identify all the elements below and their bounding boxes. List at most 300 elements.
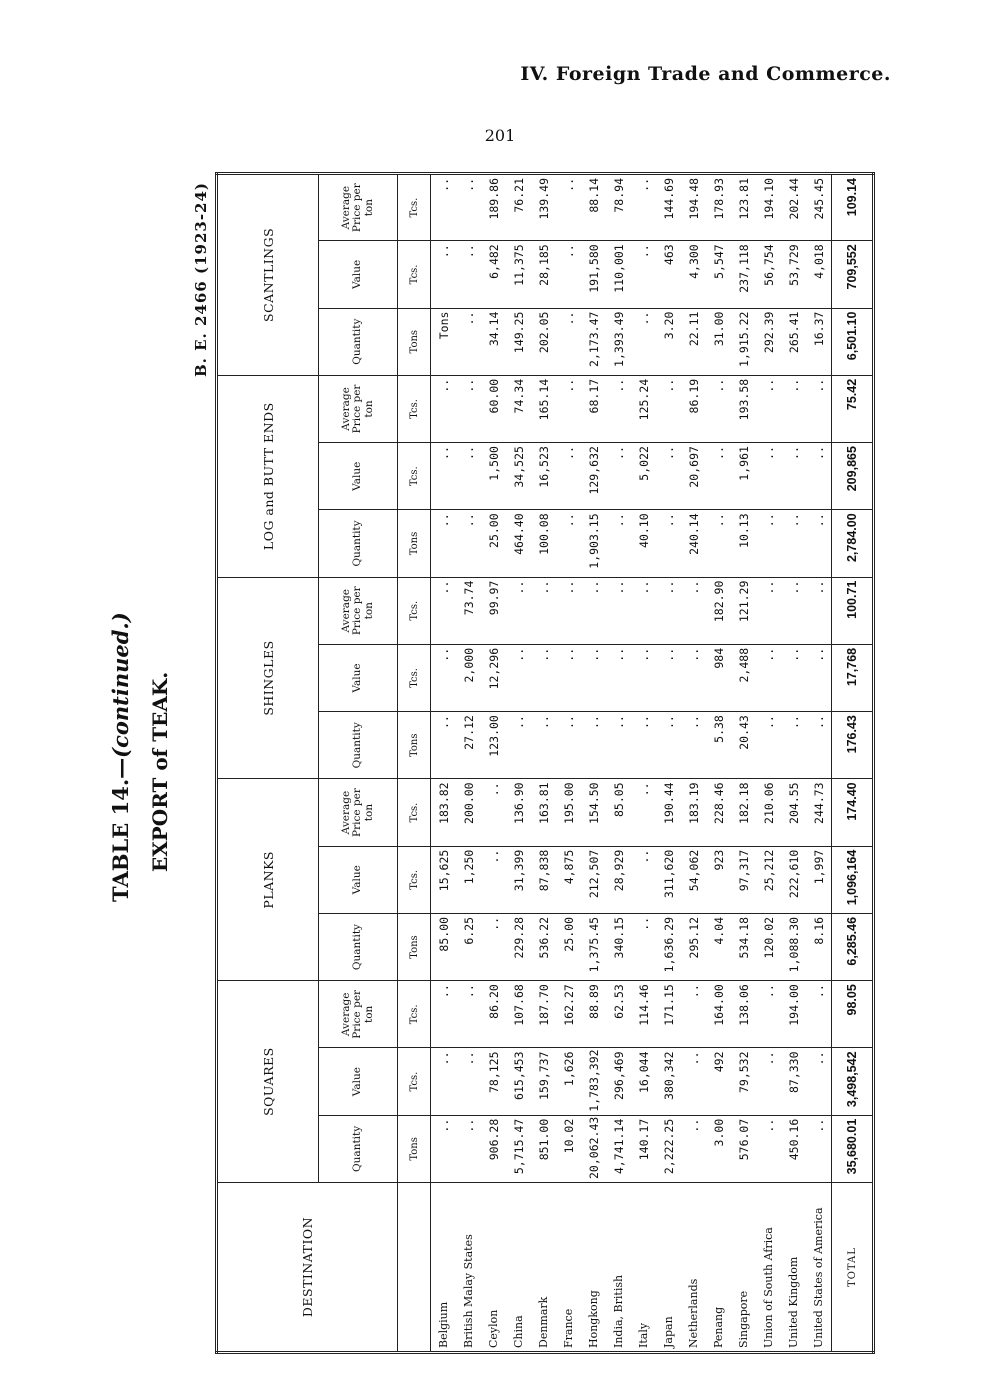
unit-label: Tcs. [398, 443, 431, 510]
value-cell: 149.25 [506, 308, 531, 375]
value-cell: 140.17 [631, 1115, 656, 1182]
value-cell: 78,125 [481, 1048, 506, 1115]
value-cell: .. [556, 510, 581, 577]
value-cell: 380,342 [656, 1048, 681, 1115]
column-header: Value [319, 1048, 398, 1115]
total-row [832, 174, 874, 1353]
value-cell: .. [431, 712, 457, 779]
unit-label: Tcs. [398, 779, 431, 846]
group-header: SCANTLINGS [217, 174, 319, 376]
value-cell: .. [631, 913, 656, 980]
value-cell: 296,469 [606, 1048, 631, 1115]
value-cell: .. [806, 712, 832, 779]
table-row [581, 174, 606, 1353]
value-cell: 68.17 [581, 375, 606, 442]
value-cell: .. [631, 779, 656, 846]
value-cell: 340.15 [606, 913, 631, 980]
value-cell: 139.49 [531, 174, 556, 241]
unit-label: Tcs. [398, 241, 431, 308]
value-cell: 194.48 [681, 174, 706, 241]
value-cell: 229.28 [506, 913, 531, 980]
value-cell: 79,532 [731, 1048, 756, 1115]
total-cell: 176.43 [832, 712, 874, 779]
unit-label: Tcs. [398, 174, 431, 241]
column-header: Quantity [319, 1115, 398, 1182]
value-cell: 107.68 [506, 981, 531, 1048]
value-cell: 22.11 [681, 308, 706, 375]
value-cell: .. [431, 644, 457, 711]
page-number: 201 [484, 126, 516, 145]
total-cell: 75.42 [832, 375, 874, 442]
value-cell: 100.08 [531, 510, 556, 577]
value-cell: 1,915.22 [731, 308, 756, 375]
value-cell: .. [806, 510, 832, 577]
value-cell: .. [506, 577, 531, 644]
value-cell: 78.94 [606, 174, 631, 241]
value-cell: 125.24 [631, 375, 656, 442]
total-cell: 174.40 [832, 779, 874, 846]
value-cell: 3.00 [706, 1115, 731, 1182]
value-cell: .. [481, 846, 506, 913]
value-cell: .. [756, 644, 781, 711]
value-cell: .. [431, 1048, 457, 1115]
value-cell: .. [456, 981, 481, 1048]
value-cell: 88.14 [581, 174, 606, 241]
value-cell: .. [431, 577, 457, 644]
value-cell: 189.86 [481, 174, 506, 241]
value-cell: 11,375 [506, 241, 531, 308]
value-cell: 20,697 [681, 443, 706, 510]
value-cell: .. [556, 241, 581, 308]
value-cell: 194.00 [781, 981, 806, 1048]
destination-cell: Ceylon [481, 1183, 506, 1353]
destination-cell: Denmark [531, 1183, 556, 1353]
value-cell: .. [656, 644, 681, 711]
value-cell: .. [556, 443, 581, 510]
value-cell: .. [656, 375, 681, 442]
value-cell: 73.74 [456, 577, 481, 644]
value-cell: 97,317 [731, 846, 756, 913]
value-cell: 1,375.45 [581, 913, 606, 980]
value-cell: 6,482 [481, 241, 506, 308]
value-cell: .. [481, 913, 506, 980]
value-cell: 114.46 [631, 981, 656, 1048]
value-cell: 34,525 [506, 443, 531, 510]
value-cell: 193.58 [731, 375, 756, 442]
value-cell: 265.41 [781, 308, 806, 375]
unit-label: Tcs. [398, 375, 431, 442]
group-header: LOG and BUTT ENDS [217, 375, 319, 577]
value-cell: 4.04 [706, 913, 731, 980]
value-cell: 1,088.30 [781, 913, 806, 980]
total-cell: 17,768 [832, 644, 874, 711]
value-cell: .. [631, 241, 656, 308]
value-cell: 183.82 [431, 779, 457, 846]
table-row [431, 174, 457, 1353]
value-cell: 5,715.47 [506, 1115, 531, 1182]
value-cell: 182.90 [706, 577, 731, 644]
column-header: Quantity [319, 712, 398, 779]
unit-label: Tcs. [398, 644, 431, 711]
value-cell: 15,625 [431, 846, 457, 913]
destination-header: DESTINATION [217, 1183, 398, 1353]
value-cell: 144.69 [656, 174, 681, 241]
value-cell: 123.81 [731, 174, 756, 241]
value-cell: .. [556, 712, 581, 779]
value-cell: 194.10 [756, 174, 781, 241]
value-cell: .. [431, 375, 457, 442]
value-cell: .. [756, 375, 781, 442]
value-cell: 851.00 [531, 1115, 556, 1182]
table-row [456, 174, 481, 1353]
value-cell: .. [681, 1115, 706, 1182]
table-row [531, 174, 556, 1353]
value-cell: 222,610 [781, 846, 806, 913]
value-cell: .. [581, 577, 606, 644]
value-cell: .. [806, 375, 832, 442]
total-cell: 709,552 [832, 241, 874, 308]
value-cell: .. [456, 443, 481, 510]
export-teak-table [215, 172, 863, 1354]
value-cell: .. [781, 375, 806, 442]
unit-spacer [398, 1183, 431, 1353]
value-cell: 464.40 [506, 510, 531, 577]
value-cell: 2,488 [731, 644, 756, 711]
value-cell: .. [431, 981, 457, 1048]
destination-cell: Netherlands [681, 1183, 706, 1353]
value-cell: 576.07 [731, 1115, 756, 1182]
total-cell: 2,784.00 [832, 510, 874, 577]
value-cell: 54,062 [681, 846, 706, 913]
value-cell: .. [431, 1115, 457, 1182]
value-cell: .. [556, 644, 581, 711]
value-cell: .. [456, 510, 481, 577]
value-cell: 2,000 [456, 644, 481, 711]
group-header: PLANKS [217, 779, 319, 981]
value-cell: 99.97 [481, 577, 506, 644]
value-cell: 534.18 [731, 913, 756, 980]
value-cell: .. [581, 644, 606, 711]
destination-cell: Japan [656, 1183, 681, 1353]
value-cell: .. [706, 510, 731, 577]
value-cell: 123.00 [481, 712, 506, 779]
value-cell: .. [681, 1048, 706, 1115]
value-cell: .. [781, 443, 806, 510]
value-cell: 4,018 [806, 241, 832, 308]
value-cell: .. [656, 577, 681, 644]
table-row [681, 174, 706, 1353]
destination-cell: France [556, 1183, 581, 1353]
value-cell: .. [806, 1115, 832, 1182]
value-cell: 187.70 [531, 981, 556, 1048]
value-cell: .. [706, 443, 731, 510]
value-cell: .. [431, 510, 457, 577]
value-cell: 28,185 [531, 241, 556, 308]
value-cell: 85.05 [606, 779, 631, 846]
value-cell: 16.37 [806, 308, 832, 375]
group-header: SHINGLES [217, 577, 319, 779]
value-cell: 204.55 [781, 779, 806, 846]
value-cell: .. [806, 443, 832, 510]
value-cell: .. [756, 510, 781, 577]
value-cell: 492 [706, 1048, 731, 1115]
unit-label: Tcs. [398, 846, 431, 913]
destination-cell: India, British [606, 1183, 631, 1353]
value-cell: 923 [706, 846, 731, 913]
value-cell: 20.43 [731, 712, 756, 779]
table-row [506, 174, 531, 1353]
value-cell: .. [456, 174, 481, 241]
value-cell: .. [556, 174, 581, 241]
value-cell: 110,001 [606, 241, 631, 308]
value-cell: 87,330 [781, 1048, 806, 1115]
table-continued: (continued.) [108, 612, 133, 758]
value-cell: 31,399 [506, 846, 531, 913]
table-row [656, 174, 681, 1353]
column-header: Average Price per ton [319, 577, 398, 644]
value-cell: 163.81 [531, 779, 556, 846]
value-cell: .. [781, 644, 806, 711]
total-cell: 6,501.10 [832, 308, 874, 375]
table-number: TABLE 14.— [108, 757, 133, 902]
value-cell: 34.14 [481, 308, 506, 375]
value-cell: 5.38 [706, 712, 731, 779]
table-row [706, 174, 731, 1353]
value-cell: 2,173.47 [581, 308, 606, 375]
value-cell: 136.90 [506, 779, 531, 846]
value-cell: .. [781, 712, 806, 779]
value-cell: .. [606, 644, 631, 711]
value-cell: 27.12 [456, 712, 481, 779]
value-cell: 165.14 [531, 375, 556, 442]
value-cell: 202.44 [781, 174, 806, 241]
destination-cell: United Kingdom [781, 1183, 806, 1353]
value-cell: .. [706, 375, 731, 442]
value-cell: 16,044 [631, 1048, 656, 1115]
table-row [731, 174, 756, 1353]
destination-cell: China [506, 1183, 531, 1353]
value-cell: 178.93 [706, 174, 731, 241]
value-cell: 76.21 [506, 174, 531, 241]
unit-label: Tcs. [398, 981, 431, 1048]
value-cell: 183.19 [681, 779, 706, 846]
value-cell: .. [656, 712, 681, 779]
total-cell: 109.14 [832, 174, 874, 241]
column-header: Average Price per ton [319, 779, 398, 846]
value-cell: 154.50 [581, 779, 606, 846]
value-cell: 40.10 [631, 510, 656, 577]
value-cell: .. [456, 241, 481, 308]
total-cell: 100.71 [832, 577, 874, 644]
value-cell: .. [806, 644, 832, 711]
value-cell: .. [756, 443, 781, 510]
value-cell: .. [806, 981, 832, 1048]
value-cell: 237,118 [731, 241, 756, 308]
value-cell: 1,626 [556, 1048, 581, 1115]
unit-label: Tons [398, 1115, 431, 1182]
column-header: Average Price per ton [319, 981, 398, 1048]
value-cell: .. [531, 577, 556, 644]
destination-cell: Penang [706, 1183, 731, 1353]
unit-label: Tons [398, 308, 431, 375]
value-cell: .. [781, 510, 806, 577]
value-cell: 5,022 [631, 443, 656, 510]
total-cell: 1,096,164 [832, 846, 874, 913]
value-cell: .. [806, 577, 832, 644]
value-cell: .. [431, 443, 457, 510]
value-cell: 120.02 [756, 913, 781, 980]
value-cell: 536.22 [531, 913, 556, 980]
column-header: Quantity [319, 308, 398, 375]
value-cell: 1,903.15 [581, 510, 606, 577]
value-cell: .. [581, 712, 606, 779]
value-cell: 450.16 [781, 1115, 806, 1182]
value-cell: 10.02 [556, 1115, 581, 1182]
value-cell: .. [506, 712, 531, 779]
value-cell: .. [756, 1048, 781, 1115]
value-cell: .. [656, 510, 681, 577]
value-cell: 295.12 [681, 913, 706, 980]
value-cell: 25.00 [556, 913, 581, 980]
table-row [606, 174, 631, 1353]
value-cell: 1,500 [481, 443, 506, 510]
value-cell: .. [556, 577, 581, 644]
value-cell: 56,754 [756, 241, 781, 308]
table-row [806, 174, 832, 1353]
value-cell: 10.13 [731, 510, 756, 577]
value-cell: 1,393.49 [606, 308, 631, 375]
value-cell: .. [456, 308, 481, 375]
unit-label: Tcs. [398, 577, 431, 644]
value-cell: .. [606, 510, 631, 577]
value-cell: 159,737 [531, 1048, 556, 1115]
destination-cell: United States of America [806, 1183, 832, 1353]
value-cell: 191,580 [581, 241, 606, 308]
value-cell: 16,523 [531, 443, 556, 510]
value-cell: .. [681, 712, 706, 779]
value-cell: 1,250 [456, 846, 481, 913]
value-cell: 88.89 [581, 981, 606, 1048]
value-cell: .. [756, 577, 781, 644]
value-cell: .. [681, 577, 706, 644]
value-cell: .. [681, 644, 706, 711]
value-cell: 25.00 [481, 510, 506, 577]
value-cell: .. [681, 981, 706, 1048]
value-cell: 4,741.14 [606, 1115, 631, 1182]
value-cell: 615,453 [506, 1048, 531, 1115]
value-cell: 245.45 [806, 174, 832, 241]
table-row [556, 174, 581, 1353]
total-cell: 209,865 [832, 443, 874, 510]
total-label: TOTAL [832, 1183, 874, 1353]
value-cell: 6.25 [456, 913, 481, 980]
column-header: Quantity [319, 510, 398, 577]
column-header: Average Price per ton [319, 174, 398, 241]
value-cell: 28,929 [606, 846, 631, 913]
total-cell: 3,498,542 [832, 1048, 874, 1115]
column-header: Average Price per ton [319, 375, 398, 442]
value-cell: 164.00 [706, 981, 731, 1048]
value-cell: Tons [431, 308, 457, 375]
section-header: IV. Foreign Trade and Commerce. [520, 63, 891, 85]
value-cell: 20,062.43 [581, 1115, 606, 1182]
value-cell: 311,620 [656, 846, 681, 913]
value-cell: .. [756, 712, 781, 779]
value-cell: 1,961 [731, 443, 756, 510]
table-subtitle: EXPORT of TEAK. [148, 671, 172, 872]
value-cell: 25,212 [756, 846, 781, 913]
value-cell: 121.29 [731, 577, 756, 644]
column-header: Value [319, 644, 398, 711]
total-cell: 35,680.01 [832, 1115, 874, 1182]
value-cell: .. [556, 375, 581, 442]
value-cell: .. [781, 577, 806, 644]
value-cell: 228.46 [706, 779, 731, 846]
value-cell: 210.06 [756, 779, 781, 846]
value-cell: .. [806, 1048, 832, 1115]
value-cell: .. [506, 644, 531, 711]
destination-cell: British Malay States [456, 1183, 481, 1353]
value-cell: 74.34 [506, 375, 531, 442]
value-cell: 86.20 [481, 981, 506, 1048]
value-cell: .. [656, 443, 681, 510]
value-cell: 906.28 [481, 1115, 506, 1182]
value-cell: .. [631, 577, 656, 644]
value-cell: 3.20 [656, 308, 681, 375]
table-row [756, 174, 781, 1353]
value-cell: 292.39 [756, 308, 781, 375]
table-title [108, 612, 133, 902]
value-cell: 129,632 [581, 443, 606, 510]
value-cell: 244.73 [806, 779, 832, 846]
value-cell: .. [531, 712, 556, 779]
value-cell: .. [456, 1115, 481, 1182]
value-cell: .. [631, 712, 656, 779]
value-cell: 2,222.25 [656, 1115, 681, 1182]
value-cell: 5,547 [706, 241, 731, 308]
value-cell: 31.00 [706, 308, 731, 375]
data-table [215, 172, 875, 1354]
value-cell: 171.15 [656, 981, 681, 1048]
column-header: Value [319, 241, 398, 308]
value-cell: .. [531, 644, 556, 711]
value-cell: .. [606, 712, 631, 779]
table-row [481, 174, 506, 1353]
value-cell: .. [481, 779, 506, 846]
value-cell: .. [556, 308, 581, 375]
column-header: Value [319, 443, 398, 510]
value-cell: 984 [706, 644, 731, 711]
value-cell: 4,300 [681, 241, 706, 308]
value-cell: .. [631, 174, 656, 241]
value-cell: .. [631, 308, 656, 375]
value-cell: 62.53 [606, 981, 631, 1048]
value-cell: 202.05 [531, 308, 556, 375]
value-cell: 12,296 [481, 644, 506, 711]
value-cell: 138.06 [731, 981, 756, 1048]
value-cell: 1,636.29 [656, 913, 681, 980]
column-header: Value [319, 846, 398, 913]
value-cell: .. [631, 644, 656, 711]
destination-cell: Singapore [731, 1183, 756, 1353]
value-cell: .. [606, 577, 631, 644]
unit-label: Tcs. [398, 1048, 431, 1115]
value-cell: 4,875 [556, 846, 581, 913]
total-cell: 6,285.46 [832, 913, 874, 980]
value-cell: 463 [656, 241, 681, 308]
value-cell: .. [431, 241, 457, 308]
group-header: SQUARES [217, 981, 319, 1183]
